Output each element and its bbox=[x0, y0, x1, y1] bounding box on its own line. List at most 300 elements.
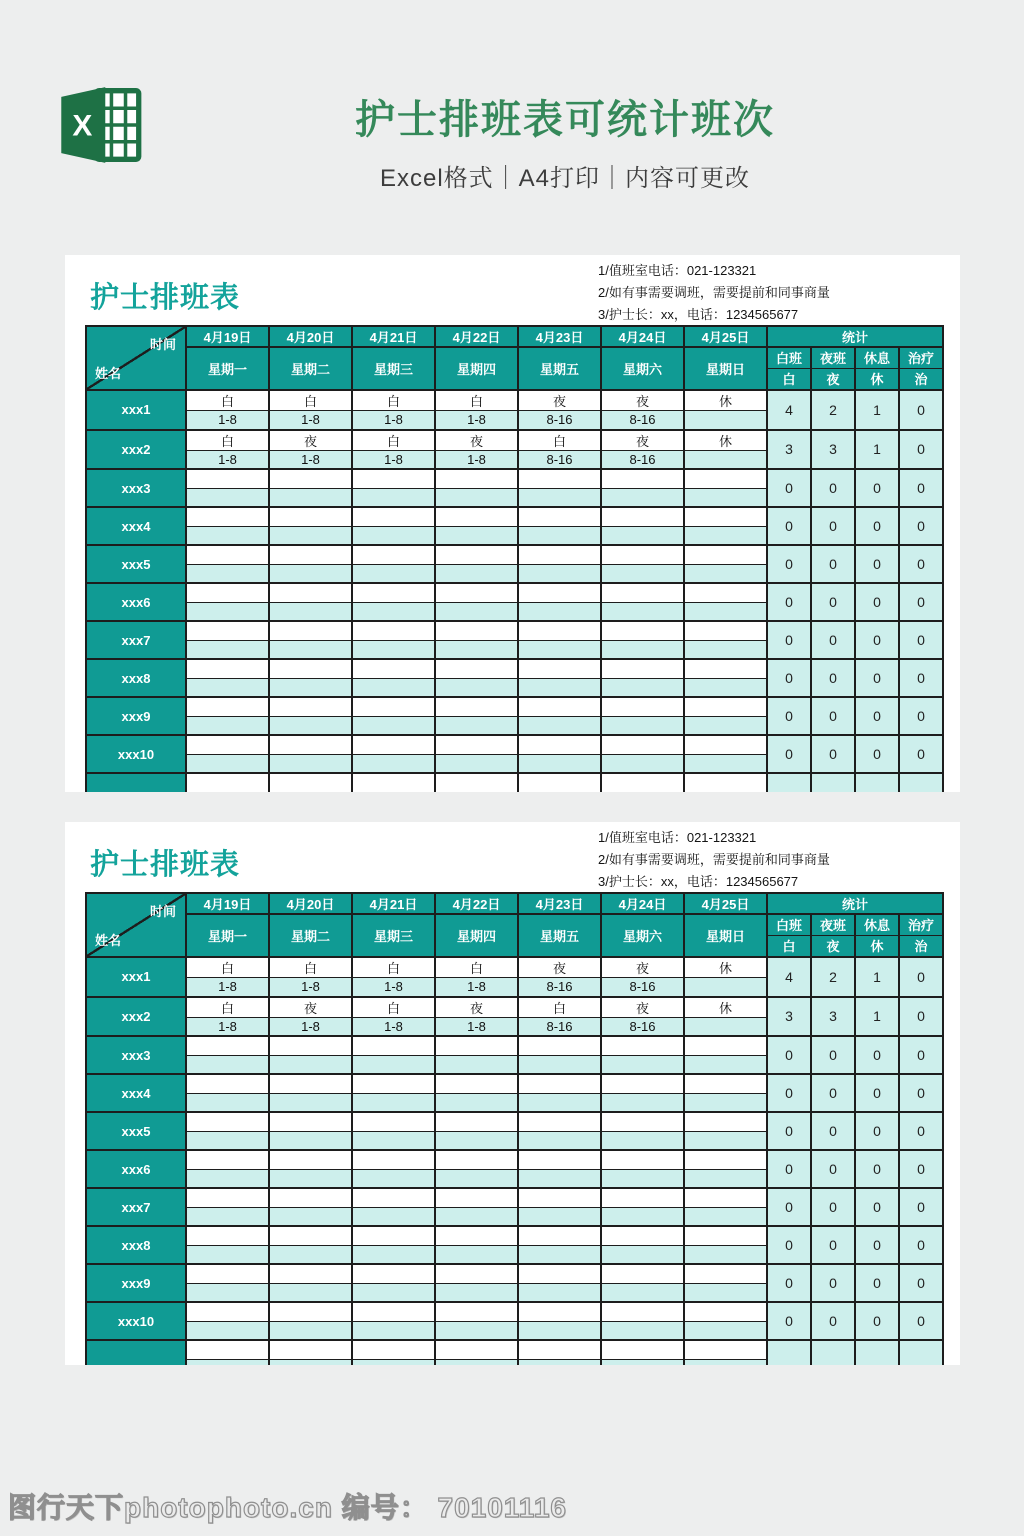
shift-cell bbox=[518, 1340, 601, 1359]
nurse-row-shifts bbox=[86, 997, 943, 1018]
shift-cell bbox=[352, 1036, 435, 1055]
shift-cell bbox=[518, 583, 601, 602]
time-cell bbox=[269, 602, 352, 621]
shift-cell bbox=[601, 1112, 684, 1131]
shift-cell bbox=[269, 469, 352, 488]
time-cell bbox=[186, 1169, 269, 1188]
shift-cell bbox=[352, 773, 435, 792]
stat-column-header: 夜班 bbox=[811, 347, 855, 368]
stat-value-cell: 0 bbox=[811, 545, 855, 583]
time-cell bbox=[269, 488, 352, 507]
time-cell bbox=[435, 1359, 518, 1365]
time-cell bbox=[601, 1055, 684, 1074]
shift-cell: 夜 bbox=[601, 997, 684, 1018]
stat-value-cell: 0 bbox=[899, 997, 943, 1037]
shift-cell bbox=[601, 469, 684, 488]
stat-value-cell: 0 bbox=[855, 659, 899, 697]
stat-value-cell: 0 bbox=[855, 1302, 899, 1340]
weekday-header: 星期六 bbox=[601, 347, 684, 390]
date-header: 4月19日 bbox=[186, 326, 269, 347]
time-cell bbox=[186, 1359, 269, 1365]
shift-cell bbox=[601, 1036, 684, 1055]
shift-cell bbox=[352, 507, 435, 526]
stat-value-cell: 0 bbox=[767, 1074, 811, 1112]
schedule-table-container bbox=[85, 892, 944, 1365]
shift-cell bbox=[601, 1074, 684, 1093]
time-cell: 1-8 bbox=[352, 978, 435, 997]
shift-cell bbox=[352, 469, 435, 488]
note-line-1: 1/值班室电话：021-123321 bbox=[598, 263, 757, 278]
time-cell bbox=[352, 1169, 435, 1188]
stat-value-cell: 0 bbox=[899, 621, 943, 659]
nurse-name-cell: xxx4 bbox=[86, 507, 186, 545]
stat-value-cell: 0 bbox=[767, 469, 811, 507]
time-cell bbox=[684, 678, 767, 697]
note-line-2: 2/如有事需要调班，需要提前和同事商量 bbox=[598, 285, 830, 300]
stat-value-cell: 0 bbox=[811, 1302, 855, 1340]
shift-cell bbox=[518, 697, 601, 716]
shift-cell bbox=[601, 507, 684, 526]
time-cell bbox=[435, 716, 518, 735]
notes-block bbox=[598, 260, 830, 326]
time-cell bbox=[352, 526, 435, 545]
date-header: 4月22日 bbox=[435, 893, 518, 914]
shift-cell bbox=[269, 1112, 352, 1131]
stat-value-cell: 0 bbox=[767, 735, 811, 773]
time-cell bbox=[352, 716, 435, 735]
time-cell bbox=[352, 1093, 435, 1112]
shift-cell: 白 bbox=[186, 430, 269, 451]
shift-cell bbox=[684, 545, 767, 564]
stat-column-subheader: 白 bbox=[767, 935, 811, 957]
stat-value-cell: 1 bbox=[855, 957, 899, 997]
stat-value-cell: 0 bbox=[899, 697, 943, 735]
shift-cell bbox=[435, 1340, 518, 1359]
time-cell: 1-8 bbox=[352, 1017, 435, 1036]
date-header: 4月20日 bbox=[269, 893, 352, 914]
time-cell bbox=[269, 678, 352, 697]
stat-value-cell: 0 bbox=[899, 735, 943, 773]
shift-cell bbox=[352, 697, 435, 716]
stat-column-subheader: 休 bbox=[855, 368, 899, 390]
shift-cell bbox=[352, 735, 435, 754]
nurse-name-cell: xxx3 bbox=[86, 1036, 186, 1074]
time-cell bbox=[601, 1359, 684, 1365]
shift-cell bbox=[684, 697, 767, 716]
shift-cell: 白 bbox=[435, 390, 518, 411]
time-cell bbox=[601, 640, 684, 659]
shift-cell bbox=[435, 1150, 518, 1169]
shift-cell bbox=[601, 659, 684, 678]
shift-cell bbox=[684, 735, 767, 754]
stats-group-header: 统计 bbox=[767, 326, 943, 347]
nurse-row-shifts bbox=[86, 697, 943, 716]
shift-cell bbox=[186, 1226, 269, 1245]
date-header: 4月23日 bbox=[518, 326, 601, 347]
time-cell: 8-16 bbox=[518, 978, 601, 997]
shift-cell bbox=[684, 1302, 767, 1321]
stat-value-cell bbox=[899, 773, 943, 792]
nurse-row-shifts bbox=[86, 1036, 943, 1055]
shift-cell: 夜 bbox=[435, 430, 518, 451]
shift-cell bbox=[269, 1036, 352, 1055]
date-header: 4月24日 bbox=[601, 326, 684, 347]
shift-cell bbox=[352, 621, 435, 640]
time-cell bbox=[352, 1207, 435, 1226]
shift-cell: 白 bbox=[269, 390, 352, 411]
time-cell: 1-8 bbox=[269, 978, 352, 997]
shift-cell bbox=[269, 621, 352, 640]
shift-cell bbox=[269, 1188, 352, 1207]
time-cell bbox=[684, 488, 767, 507]
shift-cell bbox=[435, 773, 518, 792]
shift-cell: 夜 bbox=[601, 957, 684, 978]
shift-cell: 夜 bbox=[435, 997, 518, 1018]
time-cell bbox=[269, 1321, 352, 1340]
stat-value-cell: 0 bbox=[811, 697, 855, 735]
nurse-row-shifts bbox=[86, 1302, 943, 1321]
shift-cell bbox=[601, 735, 684, 754]
time-cell bbox=[518, 564, 601, 583]
time-cell bbox=[518, 640, 601, 659]
stat-column-subheader: 治 bbox=[899, 935, 943, 957]
stat-value-cell: 4 bbox=[767, 390, 811, 430]
shift-cell bbox=[518, 621, 601, 640]
stat-column-subheader: 夜 bbox=[811, 368, 855, 390]
weekday-header: 星期五 bbox=[518, 914, 601, 957]
weekday-header: 星期日 bbox=[684, 914, 767, 957]
time-cell bbox=[601, 1207, 684, 1226]
nurse-row-shifts bbox=[86, 1264, 943, 1283]
stat-value-cell: 0 bbox=[767, 545, 811, 583]
stat-column-subheader: 休 bbox=[855, 935, 899, 957]
shift-cell bbox=[435, 1036, 518, 1055]
stat-value-cell: 0 bbox=[811, 1264, 855, 1302]
shift-cell bbox=[186, 1264, 269, 1283]
nurse-row-shifts bbox=[86, 735, 943, 754]
nurse-name-cell: xxx3 bbox=[86, 469, 186, 507]
time-cell bbox=[269, 564, 352, 583]
stat-value-cell: 0 bbox=[811, 1074, 855, 1112]
nurse-row-shifts bbox=[86, 1188, 943, 1207]
preview-panel-1 bbox=[65, 255, 960, 792]
time-cell bbox=[684, 450, 767, 469]
time-cell bbox=[186, 640, 269, 659]
shift-cell bbox=[435, 469, 518, 488]
stat-value-cell: 0 bbox=[767, 1226, 811, 1264]
nurse-row-shifts bbox=[86, 1340, 943, 1359]
shift-cell bbox=[518, 1302, 601, 1321]
shift-cell: 白 bbox=[269, 957, 352, 978]
shift-cell bbox=[435, 659, 518, 678]
time-cell bbox=[601, 716, 684, 735]
stat-value-cell: 0 bbox=[767, 583, 811, 621]
time-cell: 1-8 bbox=[269, 450, 352, 469]
stat-value-cell: 0 bbox=[855, 621, 899, 659]
stat-value-cell: 0 bbox=[855, 1112, 899, 1150]
time-cell: 8-16 bbox=[518, 411, 601, 430]
weekday-header: 星期一 bbox=[186, 347, 269, 390]
shift-cell bbox=[684, 1074, 767, 1093]
shift-cell bbox=[684, 1226, 767, 1245]
time-cell bbox=[435, 526, 518, 545]
stat-value-cell: 0 bbox=[767, 697, 811, 735]
time-cell bbox=[518, 1321, 601, 1340]
time-cell bbox=[684, 411, 767, 430]
time-cell bbox=[435, 1207, 518, 1226]
time-cell bbox=[684, 1055, 767, 1074]
shift-cell bbox=[435, 1226, 518, 1245]
time-cell bbox=[601, 1283, 684, 1302]
shift-cell bbox=[352, 1150, 435, 1169]
corner-cell bbox=[86, 326, 186, 390]
nurse-name-cell: xxx8 bbox=[86, 1226, 186, 1264]
shift-cell bbox=[186, 773, 269, 792]
stat-value-cell: 0 bbox=[767, 1188, 811, 1226]
date-header: 4月25日 bbox=[684, 326, 767, 347]
shift-cell bbox=[518, 1264, 601, 1283]
stat-value-cell: 0 bbox=[767, 1264, 811, 1302]
time-cell bbox=[352, 602, 435, 621]
stat-value-cell: 0 bbox=[855, 735, 899, 773]
stat-value-cell: 2 bbox=[811, 957, 855, 997]
weekday-header: 星期日 bbox=[684, 347, 767, 390]
time-cell bbox=[435, 678, 518, 697]
shift-cell bbox=[186, 1036, 269, 1055]
nurse-name-cell: xxx7 bbox=[86, 1188, 186, 1226]
shift-cell bbox=[352, 1226, 435, 1245]
shift-cell bbox=[684, 773, 767, 792]
stat-value-cell: 0 bbox=[899, 583, 943, 621]
corner-diagonal bbox=[87, 327, 185, 389]
time-cell bbox=[518, 602, 601, 621]
time-cell bbox=[269, 1055, 352, 1074]
shift-cell bbox=[601, 1264, 684, 1283]
table-title: 护士排班表 bbox=[90, 849, 241, 881]
svg-text:X: X bbox=[72, 109, 93, 143]
stat-value-cell: 0 bbox=[811, 659, 855, 697]
shift-cell bbox=[186, 1074, 269, 1093]
time-cell: 1-8 bbox=[186, 978, 269, 997]
shift-cell bbox=[269, 1340, 352, 1359]
weekday-header: 星期二 bbox=[269, 914, 352, 957]
stat-value-cell: 0 bbox=[855, 1036, 899, 1074]
corner-name-label: 姓名 bbox=[95, 366, 122, 381]
shift-cell bbox=[186, 1112, 269, 1131]
date-header: 4月22日 bbox=[435, 326, 518, 347]
nurse-name-cell bbox=[86, 773, 186, 792]
stat-value-cell: 1 bbox=[855, 997, 899, 1037]
shift-cell bbox=[435, 735, 518, 754]
time-cell bbox=[352, 1245, 435, 1264]
shift-cell bbox=[684, 1188, 767, 1207]
stat-value-cell bbox=[767, 1340, 811, 1365]
shift-cell: 白 bbox=[186, 957, 269, 978]
time-cell bbox=[684, 564, 767, 583]
stat-value-cell: 0 bbox=[767, 621, 811, 659]
time-cell bbox=[352, 1359, 435, 1365]
time-cell bbox=[352, 488, 435, 507]
time-cell bbox=[684, 978, 767, 997]
nurse-name-cell: xxx9 bbox=[86, 697, 186, 735]
shift-cell bbox=[684, 1340, 767, 1359]
nurse-row-shifts bbox=[86, 469, 943, 488]
shift-cell bbox=[518, 1226, 601, 1245]
time-cell bbox=[352, 1131, 435, 1150]
shift-cell bbox=[186, 583, 269, 602]
nurse-name-cell: xxx2 bbox=[86, 430, 186, 470]
stat-value-cell: 0 bbox=[899, 957, 943, 997]
nurse-row-shifts bbox=[86, 659, 943, 678]
shift-cell bbox=[269, 1226, 352, 1245]
time-cell: 8-16 bbox=[601, 411, 684, 430]
time-cell bbox=[601, 1131, 684, 1150]
shift-cell bbox=[518, 469, 601, 488]
shift-cell bbox=[186, 545, 269, 564]
shift-cell bbox=[435, 507, 518, 526]
nurse-name-cell: xxx5 bbox=[86, 545, 186, 583]
shift-cell bbox=[186, 507, 269, 526]
shift-cell bbox=[518, 1112, 601, 1131]
shift-cell: 休 bbox=[684, 430, 767, 451]
header-row-weekdays bbox=[86, 347, 943, 368]
nurse-row-shifts bbox=[86, 390, 943, 411]
nurse-name-cell: xxx9 bbox=[86, 1264, 186, 1302]
stat-value-cell: 0 bbox=[899, 659, 943, 697]
shift-cell bbox=[352, 583, 435, 602]
shift-cell bbox=[684, 469, 767, 488]
nurse-row-shifts bbox=[86, 1226, 943, 1245]
shift-cell bbox=[269, 1264, 352, 1283]
stat-value-cell: 0 bbox=[767, 659, 811, 697]
corner-cell bbox=[86, 893, 186, 957]
stat-column-header: 夜班 bbox=[811, 914, 855, 935]
time-cell bbox=[269, 1207, 352, 1226]
time-cell bbox=[186, 754, 269, 773]
stat-value-cell bbox=[767, 773, 811, 792]
time-cell bbox=[684, 754, 767, 773]
shift-cell bbox=[518, 1036, 601, 1055]
weekday-header: 星期三 bbox=[352, 347, 435, 390]
time-cell bbox=[435, 1283, 518, 1302]
time-cell bbox=[518, 1245, 601, 1264]
time-cell bbox=[352, 1055, 435, 1074]
weekday-header: 星期五 bbox=[518, 347, 601, 390]
table-title: 护士排班表 bbox=[90, 282, 241, 314]
shift-cell bbox=[269, 773, 352, 792]
schedule-table bbox=[85, 325, 944, 792]
shift-cell: 休 bbox=[684, 957, 767, 978]
time-cell: 1-8 bbox=[269, 1017, 352, 1036]
stat-column-header: 白班 bbox=[767, 347, 811, 368]
shift-cell bbox=[435, 1188, 518, 1207]
nurse-name-cell: xxx4 bbox=[86, 1074, 186, 1112]
time-cell bbox=[352, 1283, 435, 1302]
time-cell bbox=[186, 1207, 269, 1226]
time-cell bbox=[684, 1169, 767, 1188]
stat-value-cell: 0 bbox=[899, 1150, 943, 1188]
shift-cell: 白 bbox=[518, 997, 601, 1018]
time-cell bbox=[518, 488, 601, 507]
shift-cell: 白 bbox=[186, 997, 269, 1018]
nurse-name-cell: xxx2 bbox=[86, 997, 186, 1037]
time-cell: 1-8 bbox=[269, 411, 352, 430]
stat-column-subheader: 白 bbox=[767, 368, 811, 390]
shift-cell bbox=[684, 583, 767, 602]
time-cell: 1-8 bbox=[186, 450, 269, 469]
header-titles bbox=[110, 88, 1020, 193]
time-cell bbox=[186, 1131, 269, 1150]
stat-value-cell: 0 bbox=[899, 430, 943, 470]
shift-cell bbox=[518, 507, 601, 526]
stat-column-header: 休息 bbox=[855, 914, 899, 935]
stat-value-cell: 0 bbox=[899, 390, 943, 430]
nurse-name-cell: xxx10 bbox=[86, 1302, 186, 1340]
stat-column-header: 休息 bbox=[855, 347, 899, 368]
shift-cell bbox=[518, 659, 601, 678]
shift-cell bbox=[435, 621, 518, 640]
time-cell bbox=[435, 1131, 518, 1150]
nurse-row-shifts bbox=[86, 1112, 943, 1131]
shift-cell bbox=[684, 1036, 767, 1055]
time-cell bbox=[684, 1321, 767, 1340]
stat-value-cell: 0 bbox=[811, 1226, 855, 1264]
shift-cell bbox=[435, 583, 518, 602]
shift-cell bbox=[435, 1112, 518, 1131]
time-cell bbox=[435, 1245, 518, 1264]
shift-cell bbox=[684, 621, 767, 640]
time-cell bbox=[186, 564, 269, 583]
stat-value-cell: 0 bbox=[855, 1074, 899, 1112]
time-cell bbox=[435, 640, 518, 659]
header-row-dates bbox=[86, 893, 943, 914]
nurse-row-shifts bbox=[86, 545, 943, 564]
nurse-row-shifts bbox=[86, 1150, 943, 1169]
stat-value-cell bbox=[811, 1340, 855, 1365]
time-cell bbox=[518, 1169, 601, 1188]
shift-cell bbox=[435, 545, 518, 564]
header-row-dates bbox=[86, 326, 943, 347]
shift-cell: 白 bbox=[352, 957, 435, 978]
stat-value-cell: 0 bbox=[899, 1264, 943, 1302]
stat-value-cell: 0 bbox=[899, 507, 943, 545]
weekday-header: 星期四 bbox=[435, 914, 518, 957]
shift-cell bbox=[269, 583, 352, 602]
nurse-row-shifts bbox=[86, 583, 943, 602]
shift-cell bbox=[186, 469, 269, 488]
shift-cell bbox=[684, 507, 767, 526]
stat-value-cell: 0 bbox=[855, 583, 899, 621]
nurse-name-cell: xxx8 bbox=[86, 659, 186, 697]
time-cell bbox=[269, 716, 352, 735]
time-cell bbox=[601, 602, 684, 621]
time-cell bbox=[269, 1245, 352, 1264]
nurse-row-shifts bbox=[86, 773, 943, 792]
stat-value-cell: 0 bbox=[899, 469, 943, 507]
time-cell bbox=[601, 754, 684, 773]
time-cell bbox=[186, 526, 269, 545]
time-cell: 1-8 bbox=[186, 411, 269, 430]
page-subtitle: Excel格式｜A4打印｜内容可更改 bbox=[379, 165, 751, 192]
time-cell bbox=[518, 1055, 601, 1074]
time-cell bbox=[186, 1283, 269, 1302]
shift-cell bbox=[269, 545, 352, 564]
nurse-row-shifts bbox=[86, 430, 943, 451]
shift-cell bbox=[352, 545, 435, 564]
time-cell bbox=[186, 1093, 269, 1112]
time-cell bbox=[186, 716, 269, 735]
corner-diagonal bbox=[87, 894, 185, 956]
